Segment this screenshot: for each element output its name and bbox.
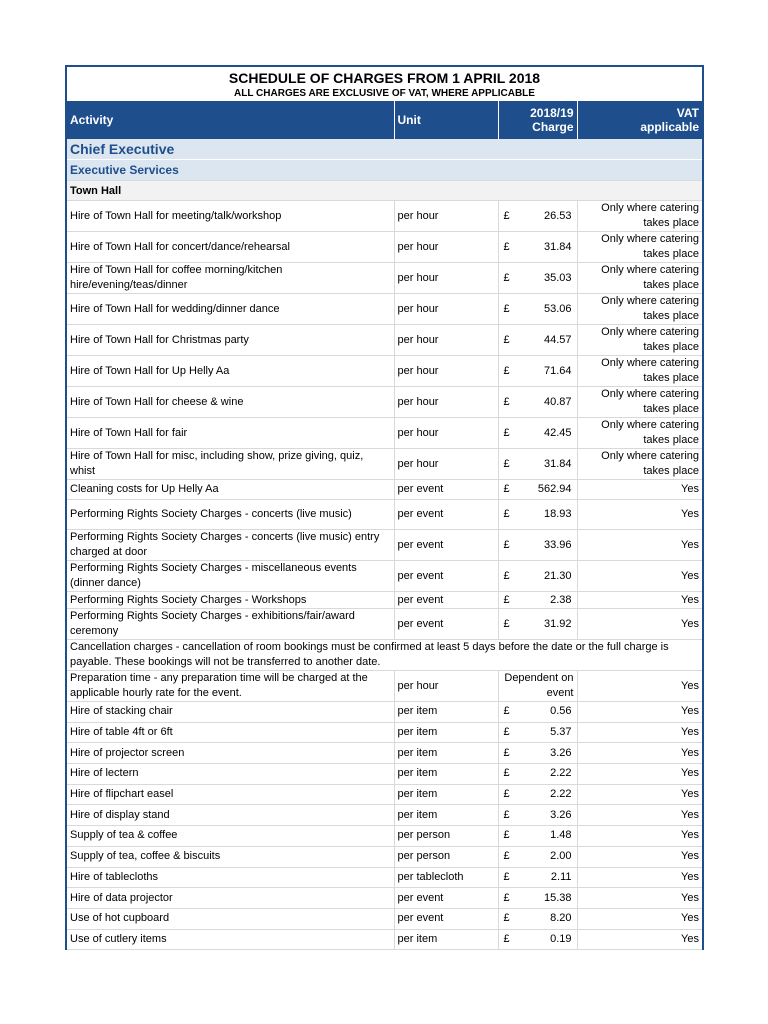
charge-cell	[498, 671, 577, 702]
unit-cell: per item	[394, 702, 498, 723]
unit-cell: per event	[394, 500, 498, 530]
activity-cell: Hire of Town Hall for cheese & wine	[67, 387, 394, 418]
header-charge-line2: Charge	[532, 120, 574, 134]
currency-symbol: £	[503, 726, 510, 739]
currency-symbol: £	[503, 870, 510, 883]
currency-symbol: £	[503, 829, 510, 842]
vat-cell: Yes	[577, 702, 702, 723]
activity-cell: Hire of projector screen	[67, 743, 394, 764]
vat-cell: Yes	[577, 609, 702, 640]
charge-cell	[498, 500, 577, 530]
currency-symbol: £	[503, 240, 510, 253]
currency-symbol: £	[503, 705, 510, 718]
table-row	[67, 449, 702, 480]
currency-symbol: £	[503, 593, 510, 606]
unit-cell: per hour	[394, 671, 498, 702]
charge-value: 0.19	[550, 932, 572, 945]
charge-cell	[498, 418, 577, 449]
charge-cell	[498, 263, 577, 294]
unit-cell: per item	[394, 743, 498, 764]
charge-value: 1.48	[550, 829, 572, 842]
charge-cell	[498, 867, 577, 888]
charge-value: 42.45	[543, 426, 572, 439]
activity-cell: Hire of Town Hall for Up Helly Aa	[67, 356, 394, 387]
unit-cell: per tablecloth	[394, 867, 498, 888]
charge-cell	[498, 784, 577, 805]
subsection-row	[67, 160, 702, 181]
table-row	[67, 294, 702, 325]
charge-cell	[498, 908, 577, 929]
charge-cell	[498, 561, 577, 592]
vat-cell: Yes	[577, 846, 702, 867]
currency-symbol: £	[503, 333, 510, 346]
header-vat-line2: applicable	[640, 120, 699, 134]
activity-cell: Hire of data projector	[67, 888, 394, 909]
header-vat	[577, 101, 702, 139]
unit-cell: per event	[394, 530, 498, 561]
unit-cell: per event	[394, 609, 498, 640]
activity-cell: Performing Rights Society Charges - miscellaneous events (dinner dance)	[67, 561, 394, 592]
vat-cell: Only where catering takes place	[577, 232, 702, 263]
unit-cell: per event	[394, 908, 498, 929]
charge-value: 33.96	[543, 538, 572, 551]
activity-cell: Hire of stacking chair	[67, 702, 394, 723]
table-row	[67, 784, 702, 805]
header-vat-line1: VAT	[676, 106, 699, 120]
currency-symbol: £	[503, 746, 510, 759]
vat-cell: Yes	[577, 743, 702, 764]
charge-value: 3.26	[550, 746, 572, 759]
charge-value: 31.92	[543, 617, 572, 630]
cancellation-note: Cancellation charges - cancellation of room bookings must be confirmed at least 5 days before the date or the full charge is payable. These bookings will not be transferred to another date.	[67, 640, 702, 671]
charge-value: 26.53	[543, 209, 572, 222]
activity-cell: Performing Rights Society Charges - exhibitions/fair/award ceremony	[67, 609, 394, 640]
unit-cell: per hour	[394, 325, 498, 356]
charge-cell	[498, 294, 577, 325]
unit-cell: per item	[394, 805, 498, 826]
page-title: SCHEDULE OF CHARGES FROM 1 APRIL 2018	[228, 70, 541, 86]
table-row	[67, 201, 702, 232]
cancellation-note-row	[67, 640, 702, 671]
currency-symbol: £	[503, 395, 510, 408]
charge-value: 53.06	[543, 302, 572, 315]
table-row	[67, 888, 702, 909]
table-row	[67, 764, 702, 785]
table-row	[67, 743, 702, 764]
table-row	[67, 325, 702, 356]
table-row	[67, 418, 702, 449]
header-unit: Unit	[394, 101, 498, 139]
activity-cell: Hire of Town Hall for Christmas party	[67, 325, 394, 356]
charge-value: 2.38	[550, 593, 572, 606]
vat-cell: Yes	[577, 500, 702, 530]
table-row	[67, 530, 702, 561]
activity-cell: Performing Rights Society Charges - concerts (live music) entry charged at door	[67, 530, 394, 561]
currency-symbol: £	[503, 209, 510, 222]
vat-cell: Yes	[577, 480, 702, 500]
unit-cell: per hour	[394, 387, 498, 418]
currency-symbol: £	[503, 932, 510, 945]
activity-cell: Hire of flipchart easel	[67, 784, 394, 805]
currency-symbol: £	[503, 912, 510, 925]
subsection-title: Executive Services	[67, 160, 702, 181]
activity-cell: Supply of tea, coffee & biscuits	[67, 846, 394, 867]
unit-cell: per item	[394, 722, 498, 743]
activity-cell: Use of hot cupboard	[67, 908, 394, 929]
charge-cell	[498, 232, 577, 263]
vat-cell: Only where catering takes place	[577, 325, 702, 356]
charge-cell	[498, 888, 577, 909]
page-subtitle: ALL CHARGES ARE EXCLUSIVE OF VAT, WHERE APPLICABLE	[234, 88, 535, 99]
table-row	[67, 908, 702, 929]
activity-cell: Preparation time - any preparation time will be charged at the applicable hourly rate for the event.	[67, 671, 394, 702]
charge-value: 8.20	[550, 912, 572, 925]
vat-cell: Yes	[577, 888, 702, 909]
unit-cell: per event	[394, 480, 498, 500]
vat-cell: Yes	[577, 867, 702, 888]
activity-cell: Hire of Town Hall for concert/dance/rehearsal	[67, 232, 394, 263]
activity-cell: Performing Rights Society Charges - concerts (live music)	[67, 500, 394, 530]
header-charge	[498, 101, 577, 139]
unit-cell: per event	[394, 561, 498, 592]
activity-cell: Hire of Town Hall for fair	[67, 418, 394, 449]
charge-cell	[498, 929, 577, 950]
charge-cell	[498, 609, 577, 640]
activity-cell: Hire of Town Hall for coffee morning/kitchen hire/evening/teas/dinner	[67, 263, 394, 294]
table-row	[67, 722, 702, 743]
charge-cell	[498, 387, 577, 418]
charge-cell	[498, 592, 577, 609]
charge-cell	[498, 764, 577, 785]
vat-cell: Only where catering takes place	[577, 387, 702, 418]
unit-cell: per item	[394, 784, 498, 805]
table-row	[67, 232, 702, 263]
currency-symbol: £	[503, 483, 510, 495]
vat-cell: Yes	[577, 671, 702, 702]
header-charge-line1: 2018/19	[530, 106, 574, 120]
vat-cell: Yes	[577, 908, 702, 929]
unit-cell: per hour	[394, 232, 498, 263]
vat-cell: Yes	[577, 530, 702, 561]
charge-text: Dependent on event	[504, 672, 574, 699]
charge-value: 71.64	[543, 364, 572, 377]
vat-cell: Yes	[577, 826, 702, 847]
table-row	[67, 805, 702, 826]
charge-cell	[498, 325, 577, 356]
activity-cell: Hire of display stand	[67, 805, 394, 826]
section-title: Chief Executive	[67, 139, 702, 160]
currency-symbol: £	[503, 808, 510, 821]
currency-symbol: £	[503, 767, 510, 780]
charge-cell	[498, 702, 577, 723]
currency-symbol: £	[503, 850, 510, 863]
currency-symbol: £	[503, 457, 510, 470]
vat-cell: Yes	[577, 561, 702, 592]
charges-sheet	[65, 65, 704, 950]
activity-cell: Use of cutlery items	[67, 929, 394, 950]
unit-cell: per hour	[394, 449, 498, 480]
charge-cell	[498, 846, 577, 867]
unit-cell: per item	[394, 764, 498, 785]
charge-cell	[498, 722, 577, 743]
currency-symbol: £	[503, 302, 510, 315]
table-row	[67, 356, 702, 387]
charge-cell	[498, 805, 577, 826]
charge-value: 5.37	[550, 726, 572, 739]
charge-value: 31.84	[543, 240, 572, 253]
currency-symbol: £	[503, 617, 510, 630]
unit-cell: per hour	[394, 263, 498, 294]
table-row	[67, 480, 702, 500]
unit-cell: per hour	[394, 418, 498, 449]
charge-value: 44.57	[543, 333, 572, 346]
unit-cell: per item	[394, 929, 498, 950]
group-row	[67, 181, 702, 201]
charge-value: 2.22	[550, 788, 572, 801]
activity-cell: Performing Rights Society Charges - Workshops	[67, 592, 394, 609]
charge-value: 21.30	[543, 569, 572, 582]
charge-cell	[498, 449, 577, 480]
unit-cell: per event	[394, 592, 498, 609]
charge-value: 2.11	[550, 870, 572, 883]
vat-cell: Yes	[577, 722, 702, 743]
charge-cell	[498, 530, 577, 561]
currency-symbol: £	[503, 538, 510, 551]
table-row	[67, 500, 702, 530]
charge-value: 2.22	[550, 767, 572, 780]
currency-symbol: £	[503, 788, 510, 801]
charge-value: 15.38	[543, 891, 572, 904]
vat-cell: Only where catering takes place	[577, 356, 702, 387]
activity-cell: Hire of tablecloths	[67, 867, 394, 888]
vat-cell: Only where catering takes place	[577, 294, 702, 325]
section-row	[67, 139, 702, 160]
table-row	[67, 929, 702, 950]
group-title: Town Hall	[67, 181, 702, 201]
vat-cell: Yes	[577, 929, 702, 950]
charge-cell	[498, 743, 577, 764]
activity-cell: Hire of lectern	[67, 764, 394, 785]
unit-cell: per event	[394, 888, 498, 909]
table-row	[67, 387, 702, 418]
table-row	[67, 867, 702, 888]
activity-cell: Cleaning costs for Up Helly Aa	[67, 480, 394, 500]
table-row	[67, 561, 702, 592]
unit-cell: per person	[394, 846, 498, 867]
vat-cell: Only where catering takes place	[577, 201, 702, 232]
currency-symbol: £	[503, 364, 510, 377]
table-row	[67, 263, 702, 294]
unit-cell: per hour	[394, 294, 498, 325]
charges-table	[67, 101, 702, 950]
charge-value: 40.87	[543, 395, 572, 408]
vat-cell: Only where catering takes place	[577, 449, 702, 480]
charge-value: 35.03	[543, 271, 572, 284]
charge-value: 2.00	[550, 850, 572, 863]
currency-symbol: £	[503, 508, 510, 520]
table-row	[67, 846, 702, 867]
table-row	[67, 592, 702, 609]
unit-cell: per person	[394, 826, 498, 847]
activity-cell: Hire of Town Hall for meeting/talk/workshop	[67, 201, 394, 232]
charge-value: 3.26	[550, 808, 572, 821]
charge-cell	[498, 826, 577, 847]
charge-value: 31.84	[543, 457, 572, 470]
activity-cell: Supply of tea & coffee	[67, 826, 394, 847]
currency-symbol: £	[503, 891, 510, 904]
currency-symbol: £	[503, 426, 510, 439]
header-activity: Activity	[67, 101, 394, 139]
charge-value: 18.93	[543, 508, 572, 520]
currency-symbol: £	[503, 569, 510, 582]
vat-cell: Only where catering takes place	[577, 418, 702, 449]
activity-cell: Hire of Town Hall for wedding/dinner dance	[67, 294, 394, 325]
vat-cell: Yes	[577, 592, 702, 609]
table-row	[67, 671, 702, 702]
vat-cell: Yes	[577, 805, 702, 826]
vat-cell: Yes	[577, 784, 702, 805]
vat-cell: Yes	[577, 764, 702, 785]
table-row	[67, 702, 702, 723]
charge-value: 0.56	[550, 705, 572, 718]
charge-cell	[498, 480, 577, 500]
charge-cell	[498, 201, 577, 232]
table-row	[67, 826, 702, 847]
activity-cell: Hire of Town Hall for misc, including show, prize giving, quiz, whist	[67, 449, 394, 480]
table-row	[67, 609, 702, 640]
vat-cell: Only where catering takes place	[577, 263, 702, 294]
unit-cell: per hour	[394, 356, 498, 387]
currency-symbol: £	[503, 271, 510, 284]
unit-cell: per hour	[394, 201, 498, 232]
activity-cell: Hire of table 4ft or 6ft	[67, 722, 394, 743]
charge-cell	[498, 356, 577, 387]
header-row	[67, 101, 702, 139]
charge-value: 562.94	[537, 483, 572, 495]
